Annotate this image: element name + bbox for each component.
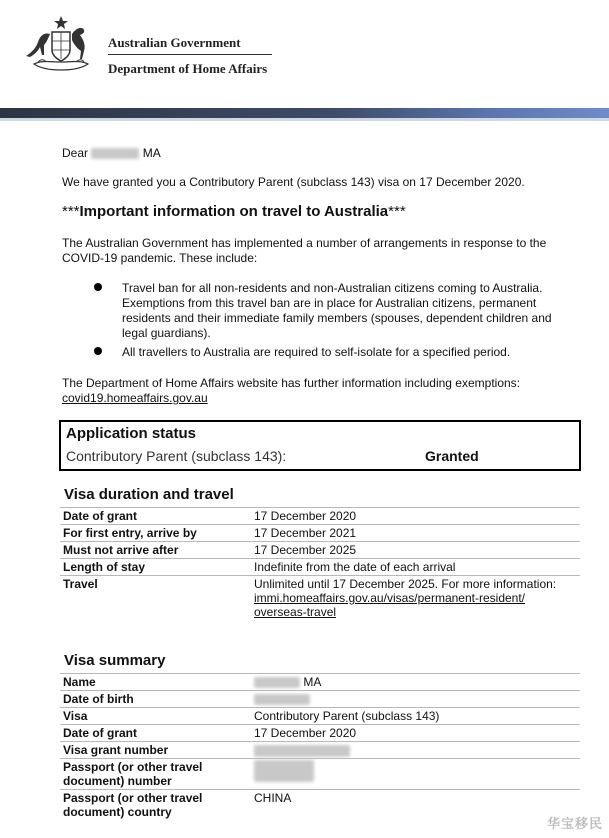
row-value: 17 December 2020 [251, 508, 580, 525]
status-visa-type: Contributory Parent (subclass 143): [66, 448, 287, 464]
bullet-1-line-2: Exemptions from this travel ban are in place for Australian citizens, permanent [122, 296, 537, 310]
row-label: Visa grant number [60, 742, 251, 759]
stars-right: *** [388, 203, 406, 220]
row-label: Date of grant [60, 725, 251, 742]
row-value: 17 December 2020 [251, 725, 580, 742]
table-row [60, 576, 580, 621]
bullet-1-line-3: residents and their immediate family members (spouses, dependent children and [122, 311, 552, 325]
row-label: Visa [60, 708, 251, 725]
bullet-1-line-4: legal guardians). [122, 326, 211, 340]
watermark: 华宝移民 [546, 816, 603, 831]
table-row [60, 742, 580, 759]
row-value: 17 December 2025 [251, 542, 580, 559]
website-line: The Department of Home Affairs website has further information including exemptions: [62, 376, 521, 390]
bullet-1-line-1: Travel ban for all non-residents and non-Australian citizens coming to Australia. [122, 281, 543, 295]
header-band [0, 108, 609, 118]
department-name: Department of Home Affairs [108, 61, 268, 76]
summary-title: Visa summary [64, 652, 166, 669]
status-title: Application status [66, 425, 197, 442]
row-value: Indefinite from the date of each arrival [251, 559, 580, 576]
passport-number-label-line-2: document) number [63, 774, 172, 788]
table-row [60, 525, 580, 542]
coat-of-arms-icon [22, 14, 100, 76]
passport-country-label-line-2: document) country [63, 805, 172, 819]
name-suffix: MA [303, 675, 322, 689]
table-row [60, 559, 580, 576]
passport-country-label-line-1: Passport (or other travel [63, 791, 203, 805]
redacted-date-of-birth [254, 694, 310, 705]
letterhead-divider [108, 54, 272, 55]
row-label: Must not arrive after [60, 542, 251, 559]
table-row [60, 790, 580, 821]
header-band-shadow [0, 118, 609, 121]
redacted-grant-number [254, 745, 350, 757]
travel-link-line-2[interactable]: overseas-travel [254, 605, 337, 619]
letterhead [0, 0, 609, 108]
row-value: Contributory Parent (subclass 143) [251, 708, 580, 725]
government-name: Australian Government [108, 35, 241, 50]
important-heading [62, 204, 406, 219]
covid-website-link[interactable]: covid19.homeaffairs.gov.au [62, 391, 208, 405]
row-label: Length of stay [60, 559, 251, 576]
salutation [62, 146, 161, 161]
row-value [251, 674, 580, 691]
summary-table [60, 673, 580, 820]
bullet-dot [94, 347, 102, 355]
travel-value: Unlimited until 17 December 2025. For more information: [254, 577, 557, 591]
redacted-name [254, 677, 300, 688]
table-row [60, 759, 580, 790]
table-row [60, 725, 580, 742]
bullet-2-line-1: All travellers to Australia are required to self-isolate for a specified period. [122, 345, 511, 359]
granted-line: We have granted you a Contributory Parent (subclass 143) visa on 17 December 2020. [62, 175, 525, 189]
status-value: Granted [425, 448, 479, 464]
duration-title: Visa duration and travel [64, 486, 234, 503]
important-heading-text: Important information on travel to Australia [79, 203, 389, 220]
row-label: For first entry, arrive by [60, 525, 251, 542]
redacted-name [91, 148, 139, 159]
intro-line-1: The Australian Government has implemented a number of arrangements in response to the [62, 236, 547, 250]
row-value [251, 759, 580, 790]
stars-left: *** [62, 203, 80, 220]
row-label: Date of birth [60, 691, 251, 708]
application-status-box [59, 420, 581, 471]
passport-number-label-line-1: Passport (or other travel [63, 760, 203, 774]
travel-link-line-1[interactable]: immi.homeaffairs.gov.au/visas/permanent-resident/ [254, 591, 526, 605]
table-row [60, 508, 580, 525]
duration-table [60, 507, 580, 620]
row-value [251, 576, 580, 621]
row-value [251, 742, 580, 759]
row-value: 17 December 2021 [251, 525, 580, 542]
bullet-dot [94, 283, 102, 291]
table-row [60, 542, 580, 559]
row-label [60, 790, 251, 821]
row-label [60, 759, 251, 790]
row-label: Name [60, 674, 251, 691]
row-label: Travel [60, 576, 251, 621]
redacted-passport-number [254, 760, 314, 782]
row-label: Date of grant [60, 508, 251, 525]
row-value [251, 691, 580, 708]
table-row [60, 691, 580, 708]
salutation-suffix: MA [142, 146, 161, 160]
salutation-prefix: Dear [62, 146, 89, 160]
intro-line-2: COVID-19 pandemic. These include: [62, 251, 258, 265]
row-value: CHINA [251, 790, 580, 821]
table-row [60, 708, 580, 725]
table-row [60, 674, 580, 691]
